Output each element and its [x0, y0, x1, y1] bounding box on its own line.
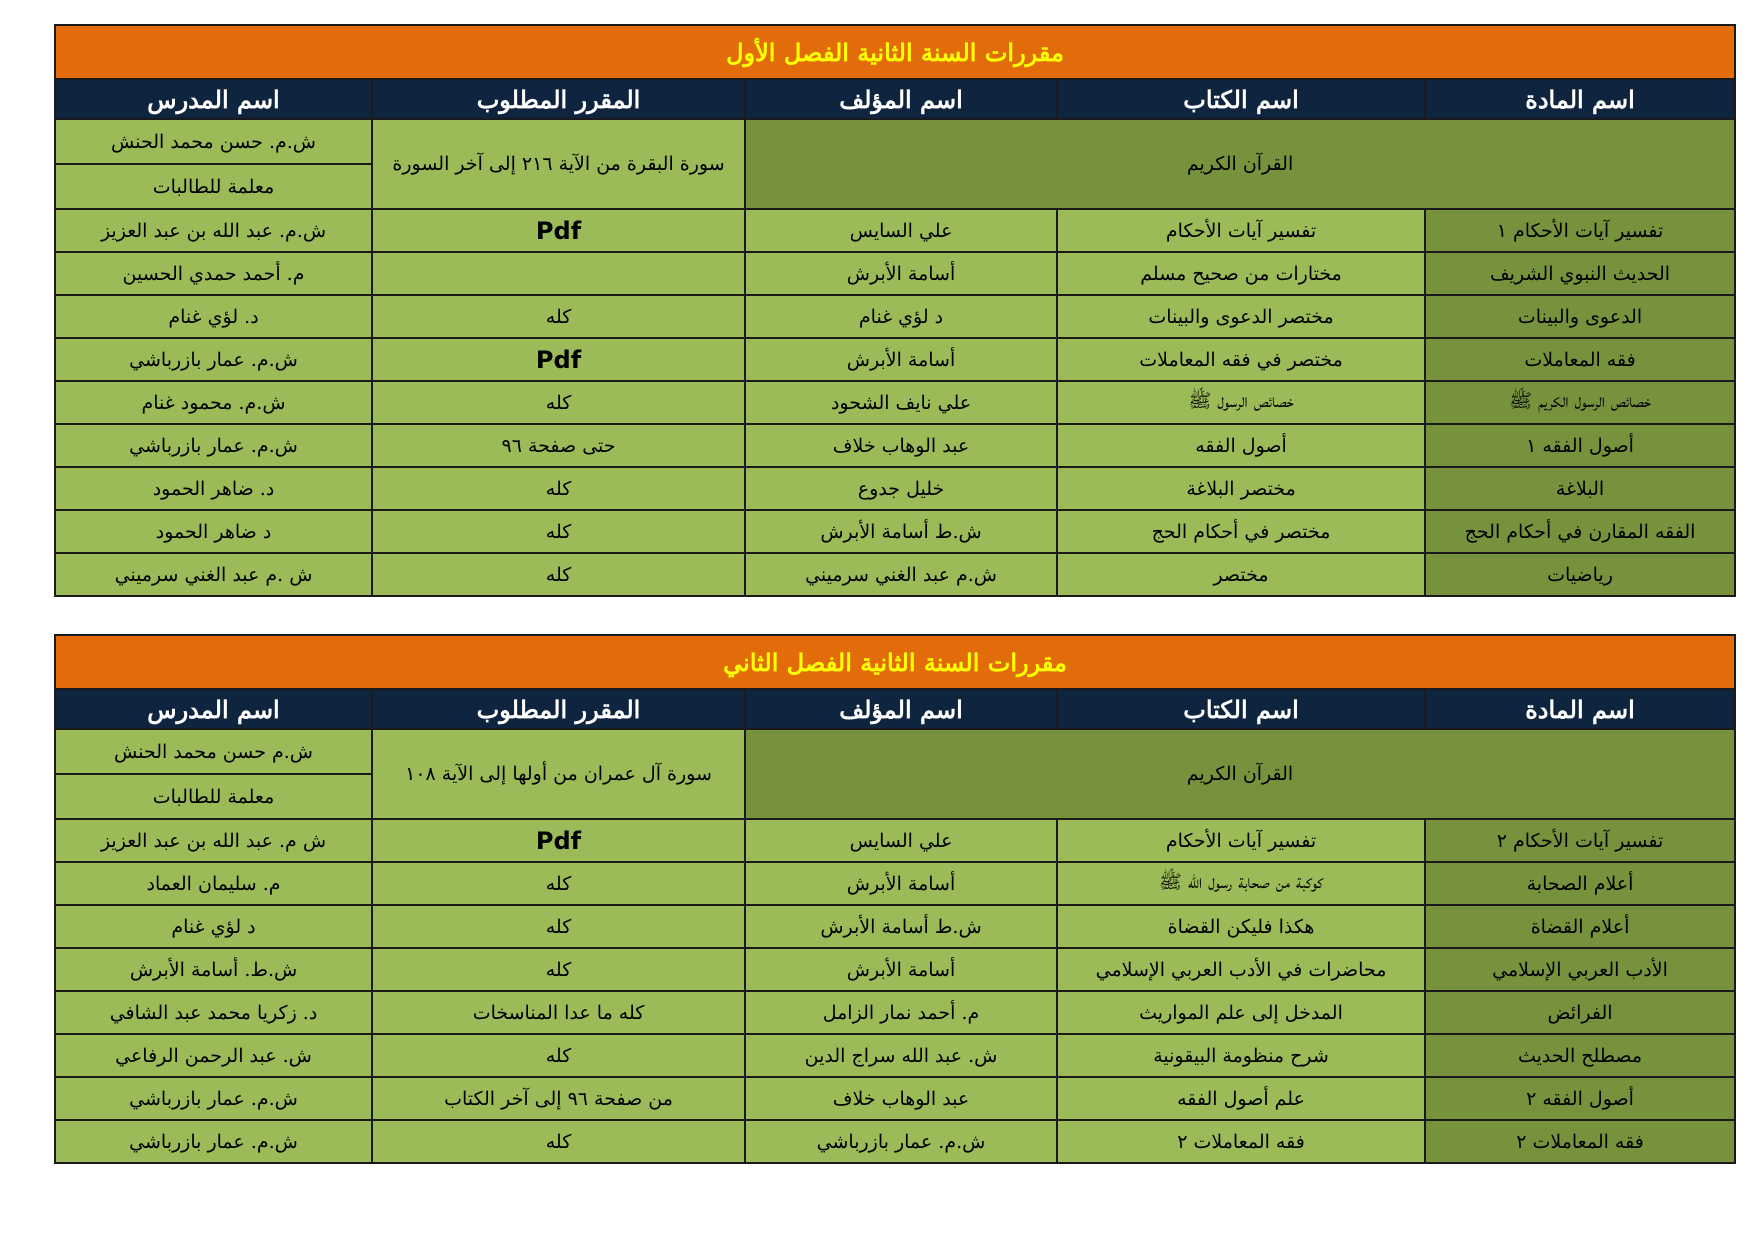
semester-title: مقررات السنة الثانية الفصل الأول — [55, 25, 1735, 79]
cell-required: Pdf — [372, 209, 745, 252]
cell-book: محاضرات في الأدب العربي الإسلامي — [1057, 948, 1425, 991]
table-row — [55, 553, 1735, 596]
cell-author: د لؤي غنام — [745, 295, 1057, 338]
table-row — [55, 295, 1735, 338]
table-row — [55, 1120, 1735, 1163]
header-teacher: اسم المدرس — [55, 79, 372, 119]
cell-author: عبد الوهاب خلاف — [745, 1077, 1057, 1120]
cell-author: ش.ط أسامة الأبرش — [745, 510, 1057, 553]
cell-teacher: ش. عبد الرحمن الرفاعي — [55, 1034, 372, 1077]
cell-author: أسامة الأبرش — [745, 338, 1057, 381]
semester-2-rows — [55, 819, 1735, 1163]
cell-author: علي نايف الشحود — [745, 381, 1057, 424]
cell-author: م. أحمد نمار الزامل — [745, 991, 1057, 1034]
cell-teacher: ش.م. عمار بازرباشي — [55, 338, 372, 381]
quran-label: القرآن الكريم — [745, 119, 1735, 209]
cell-author: أسامة الأبرش — [745, 948, 1057, 991]
cell-required: كله — [372, 510, 745, 553]
cell-author: علي السايس — [745, 819, 1057, 862]
cell-book: شرح منظومة البيقونية — [1057, 1034, 1425, 1077]
quran-teacher: ش.م. حسن محمد الحنش — [55, 119, 372, 164]
cell-required: كله — [372, 295, 745, 338]
cell-subject: البلاغة — [1425, 467, 1735, 510]
cell-book: علم أصول الفقه — [1057, 1077, 1425, 1120]
cell-required: كله — [372, 553, 745, 596]
cell-teacher: ش.ط. أسامة الأبرش — [55, 948, 372, 991]
quran-required: سورة آل عمران من أولها إلى الآية ١٠٨ — [372, 729, 745, 819]
semester-2-sheet — [54, 634, 1734, 1164]
cell-book: مختصر البلاغة — [1057, 467, 1425, 510]
cell-book: خصائص الرسول ﷺ — [1057, 381, 1425, 424]
cell-subject: مصطلح الحديث — [1425, 1034, 1735, 1077]
cell-book: تفسير آيات الأحكام — [1057, 209, 1425, 252]
cell-required: كله — [372, 381, 745, 424]
cell-required: من صفحة ٩٦ إلى آخر الكتاب — [372, 1077, 745, 1120]
cell-teacher: ش.م. محمود غنام — [55, 381, 372, 424]
cell-subject: تفسير آيات الأحكام ١ — [1425, 209, 1735, 252]
cell-author: ش.م. عمار بازرباشي — [745, 1120, 1057, 1163]
header-required: المقرر المطلوب — [372, 689, 745, 729]
semester-1-table — [54, 24, 1736, 597]
table-row — [55, 338, 1735, 381]
quran-teacher-female: معلمة للطالبات — [55, 774, 372, 819]
quran-row — [55, 729, 1735, 774]
cell-subject: الدعوى والبينات — [1425, 295, 1735, 338]
header-required: المقرر المطلوب — [372, 79, 745, 119]
cell-subject: أعلام الصحابة — [1425, 862, 1735, 905]
cell-required: كله — [372, 905, 745, 948]
cell-required: كله — [372, 1120, 745, 1163]
cell-book: فقه المعاملات ٢ — [1057, 1120, 1425, 1163]
header-book: اسم الكتاب — [1057, 689, 1425, 729]
cell-book: مختصر في فقه المعاملات — [1057, 338, 1425, 381]
cell-teacher: ش.م. عمار بازرباشي — [55, 1120, 372, 1163]
quran-label: القرآن الكريم — [745, 729, 1735, 819]
cell-teacher: د. ضاهر الحمود — [55, 467, 372, 510]
cell-teacher: ش.م. عبد الله بن عبد العزيز — [55, 209, 372, 252]
cell-required: كله — [372, 467, 745, 510]
header-subject: اسم المادة — [1425, 689, 1735, 729]
cell-author: خليل جدوع — [745, 467, 1057, 510]
cell-subject: الأدب العربي الإسلامي — [1425, 948, 1735, 991]
cell-author: أسامة الأبرش — [745, 252, 1057, 295]
cell-teacher: م. سليمان العماد — [55, 862, 372, 905]
cell-teacher: د ضاهر الحمود — [55, 510, 372, 553]
cell-required: كله — [372, 862, 745, 905]
cell-author: عبد الوهاب خلاف — [745, 424, 1057, 467]
cell-book: تفسير آيات الأحكام — [1057, 819, 1425, 862]
table-row — [55, 252, 1735, 295]
cell-book: مختارات من صحيح مسلم — [1057, 252, 1425, 295]
semester-2-table — [54, 634, 1736, 1164]
cell-book: كوكبة من صحابة رسول الله ﷺ — [1057, 862, 1425, 905]
table-row — [55, 467, 1735, 510]
cell-teacher: د. لؤي غنام — [55, 295, 372, 338]
cell-subject: رياضيات — [1425, 553, 1735, 596]
table-row — [55, 381, 1735, 424]
cell-book: مختصر في أحكام الحج — [1057, 510, 1425, 553]
header-subject: اسم المادة — [1425, 79, 1735, 119]
cell-author: ش.ط أسامة الأبرش — [745, 905, 1057, 948]
header-teacher: اسم المدرس — [55, 689, 372, 729]
cell-subject: الفرائض — [1425, 991, 1735, 1034]
cell-book: مختصر — [1057, 553, 1425, 596]
cell-subject: الحديث النبوي الشريف — [1425, 252, 1735, 295]
header-author: اسم المؤلف — [745, 79, 1057, 119]
cell-required: حتى صفحة ٩٦ — [372, 424, 745, 467]
cell-required: Pdf — [372, 338, 745, 381]
cell-required: كله — [372, 1034, 745, 1077]
cell-book: مختصر الدعوى والبينات — [1057, 295, 1425, 338]
cell-subject: فقه المعاملات — [1425, 338, 1735, 381]
cell-teacher: ش .م عبد الغني سرميني — [55, 553, 372, 596]
cell-book: أصول الفقه — [1057, 424, 1425, 467]
table-row — [55, 424, 1735, 467]
semester-title: مقررات السنة الثانية الفصل الثاني — [55, 635, 1735, 689]
semester-1-sheet — [54, 24, 1734, 597]
cell-author: أسامة الأبرش — [745, 862, 1057, 905]
quran-teacher-female: معلمة للطالبات — [55, 164, 372, 209]
table-row — [55, 905, 1735, 948]
header-book: اسم الكتاب — [1057, 79, 1425, 119]
cell-author: ش. عبد الله سراج الدين — [745, 1034, 1057, 1077]
table-row — [55, 862, 1735, 905]
cell-required: Pdf — [372, 819, 745, 862]
cell-subject: أصول الفقه ١ — [1425, 424, 1735, 467]
table-row — [55, 510, 1735, 553]
cell-teacher: ش م. عبد الله بن عبد العزيز — [55, 819, 372, 862]
cell-teacher: د. زكريا محمد عبد الشافي — [55, 991, 372, 1034]
cell-subject: تفسير آيات الأحكام ٢ — [1425, 819, 1735, 862]
cell-required: كله — [372, 948, 745, 991]
cell-author: ش.م عبد الغني سرميني — [745, 553, 1057, 596]
quran-teacher: ش.م حسن محمد الحنش — [55, 729, 372, 774]
cell-required — [372, 252, 745, 295]
cell-book: هكذا فليكن القضاة — [1057, 905, 1425, 948]
cell-teacher: د لؤي غنام — [55, 905, 372, 948]
semester-1-rows — [55, 209, 1735, 596]
table-row — [55, 1077, 1735, 1120]
cell-teacher: ش.م. عمار بازرباشي — [55, 1077, 372, 1120]
table-row — [55, 991, 1735, 1034]
cell-teacher: م. أحمد حمدي الحسين — [55, 252, 372, 295]
cell-book: المدخل إلى علم المواريث — [1057, 991, 1425, 1034]
cell-subject: الفقه المقارن في أحكام الحج — [1425, 510, 1735, 553]
quran-row — [55, 119, 1735, 164]
table-row — [55, 209, 1735, 252]
table-row — [55, 1034, 1735, 1077]
header-author: اسم المؤلف — [745, 689, 1057, 729]
table-row — [55, 948, 1735, 991]
cell-subject: أعلام القضاة — [1425, 905, 1735, 948]
cell-required: كله ما عدا المناسخات — [372, 991, 745, 1034]
cell-subject: أصول الفقه ٢ — [1425, 1077, 1735, 1120]
cell-subject: خصائص الرسول الكريم ﷺ — [1425, 381, 1735, 424]
cell-teacher: ش.م. عمار بازرباشي — [55, 424, 372, 467]
cell-subject: فقه المعاملات ٢ — [1425, 1120, 1735, 1163]
table-row — [55, 819, 1735, 862]
cell-author: علي السايس — [745, 209, 1057, 252]
quran-required: سورة البقرة من الآية ٢١٦ إلى آخر السورة — [372, 119, 745, 209]
